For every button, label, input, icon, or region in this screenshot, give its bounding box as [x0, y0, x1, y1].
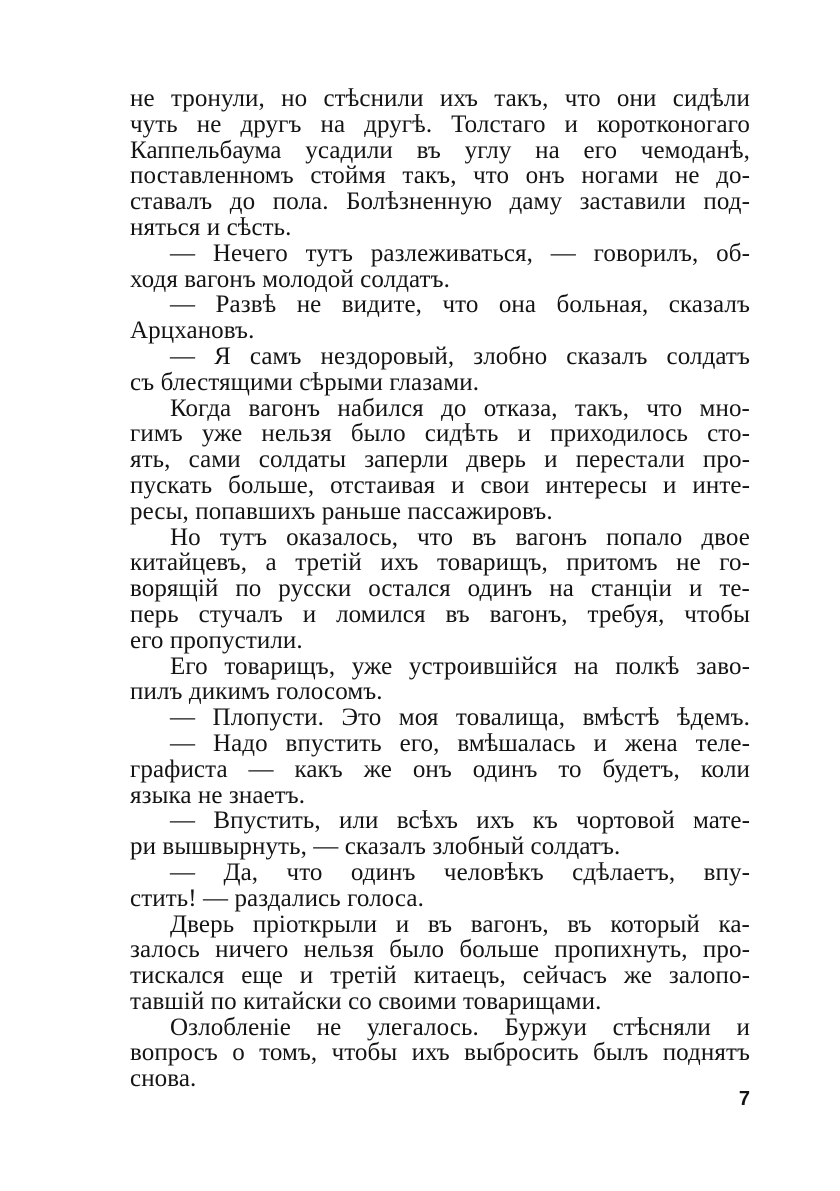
text-line: Его товарищъ, уже устроившійся на полкѣ заво- [170, 652, 750, 680]
text-line: ять, сами солдаты заперли дверь и перестали про- [130, 446, 750, 474]
text-line: тавшій по китайски со своими товарищами. [130, 987, 602, 1015]
text-line: стить! — раздались голоса. [130, 884, 424, 912]
text-line: ворящій по русски остался одинъ на станціи и те- [130, 575, 750, 603]
text-line: Дверь пріоткрыли и въ вагонъ, въ который ка- [170, 910, 750, 938]
text-line: графиста — какъ же онъ одинъ то будетъ, коли [130, 755, 750, 783]
text-line: тискался еще и третій китаецъ, сейчасъ же залопо- [130, 962, 750, 990]
text-line: чуть не другъ на другѣ. Толстаго и коротконогаго [130, 110, 750, 138]
text-line: Озлобленіе не улегалось. Буржуи стѣсняли и [170, 1013, 750, 1041]
text-line: няться и сѣсть. [130, 213, 292, 241]
text-line: — Развѣ не видите, что она больная, сказалъ [170, 291, 750, 319]
text-line: залось ничего нельзя было больше пропихнуть, про- [130, 936, 750, 964]
text-line: не тронули, но стѣснили ихъ такъ, что они сидѣли [130, 85, 750, 112]
text-line: его пропустили. [130, 626, 303, 654]
page-body-text [130, 86, 750, 1092]
text-line: Когда вагонъ набился до отказа, такъ, что мно- [170, 394, 750, 422]
text-line: — Впустить, или всѣхъ ихъ къ чортовой мате- [170, 807, 750, 835]
text-line: Каппельбаума усадили въ углу на его чемоданѣ, [130, 136, 750, 164]
text-line: съ блестящими сѣрыми глазами. [130, 368, 480, 396]
text-line: ри вышвырнуть, — сказалъ злобный солдатъ. [130, 833, 621, 861]
text-line: ресы, попавшихъ раньше пассажировъ. [130, 497, 553, 525]
text-line: вопросъ о томъ, чтобы ихъ выбросить былъ поднятъ [130, 1039, 750, 1067]
text-line: гимъ уже нельзя было сидѣть и приходилось сто- [130, 420, 750, 448]
text-line: пускать больше, отстаивая и свои интересы и инте- [130, 471, 750, 499]
text-line: ставалъ до пола. Болѣзненную даму заставили под- [130, 188, 750, 216]
text-line: — Да, что одинъ человѣкъ сдѣлаетъ, впу- [170, 858, 750, 886]
text-line: снова. [130, 1065, 197, 1093]
text-line: — Я самъ нездоровый, злобно сказалъ солдатъ [170, 342, 750, 370]
text-line: ходя вагонъ молодой солдатъ. [130, 265, 450, 293]
text-line: — Надо впустить его, вмѣшалась и жена теле- [170, 729, 750, 757]
page-number: 7 [738, 1088, 750, 1110]
text-line: пилъ дикимъ голосомъ. [130, 678, 383, 706]
text-line: поставленномъ стоймя такъ, что онъ ногами не до- [130, 162, 750, 190]
text-line: перь стучалъ и ломился въ вагонъ, требуя, чтобы [130, 600, 750, 628]
text-line: — Плопусти. Это моя товалища, вмѣстѣ ѣдемъ. [170, 704, 750, 732]
text-line: Но тутъ оказалось, что въ вагонъ попало двое [170, 523, 750, 551]
text-line: языка не знаетъ. [130, 781, 306, 809]
text-line: — Нечего тутъ разлеживаться, — говорилъ, об- [170, 239, 750, 267]
text-line: Арцхановъ. [130, 317, 255, 345]
text-line: китайцевъ, а третій ихъ товарищъ, притомъ не го- [130, 549, 750, 577]
